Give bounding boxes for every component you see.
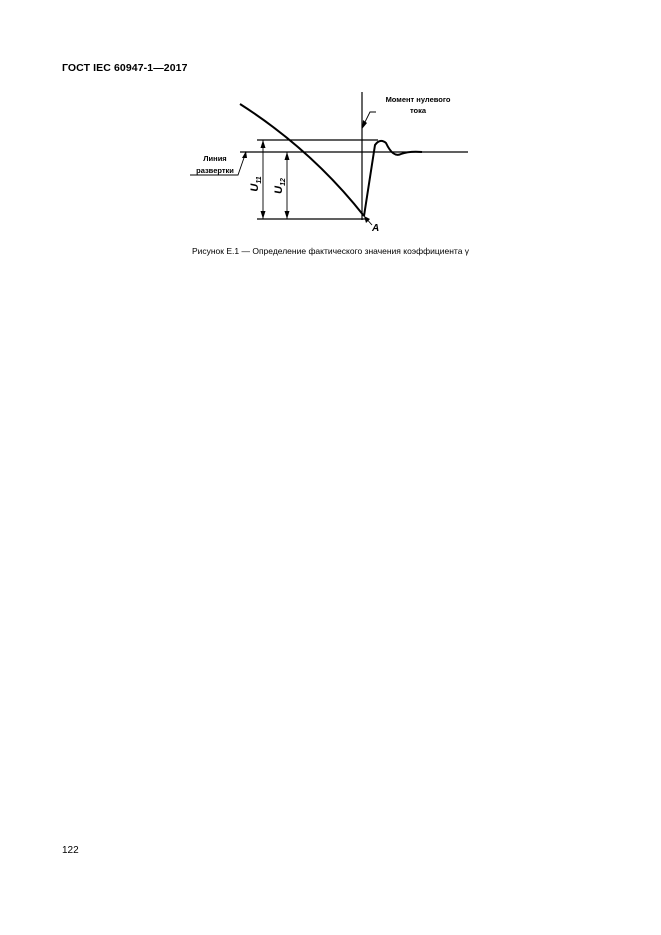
u11-arrow-bottom	[261, 211, 266, 219]
zero-current-arrow	[362, 120, 367, 129]
u12-label: $U_{12}$	[273, 178, 287, 194]
u12-arrow-top	[285, 152, 290, 160]
figure-caption: Рисунок Е.1 — Определение фактического значения коэффициента γ	[191, 246, 470, 256]
u11-arrow-top	[261, 140, 266, 148]
u11-label: $U_{11}$	[249, 176, 263, 192]
u12-arrow-bottom	[285, 211, 290, 219]
document-header: ГОСТ IEC 60947-1—2017	[62, 62, 188, 74]
sweep-label-line1: Линия	[203, 154, 227, 163]
voltage-curve	[240, 104, 364, 216]
figure-e1	[0, 0, 661, 260]
zero-current-label-line1: Момент нулевого	[385, 95, 451, 104]
point-a-label: A	[372, 223, 380, 234]
page-number: 122	[62, 845, 79, 856]
sweep-label-line2: развертки	[196, 166, 234, 175]
zero-current-label-line2: тока	[409, 106, 427, 115]
